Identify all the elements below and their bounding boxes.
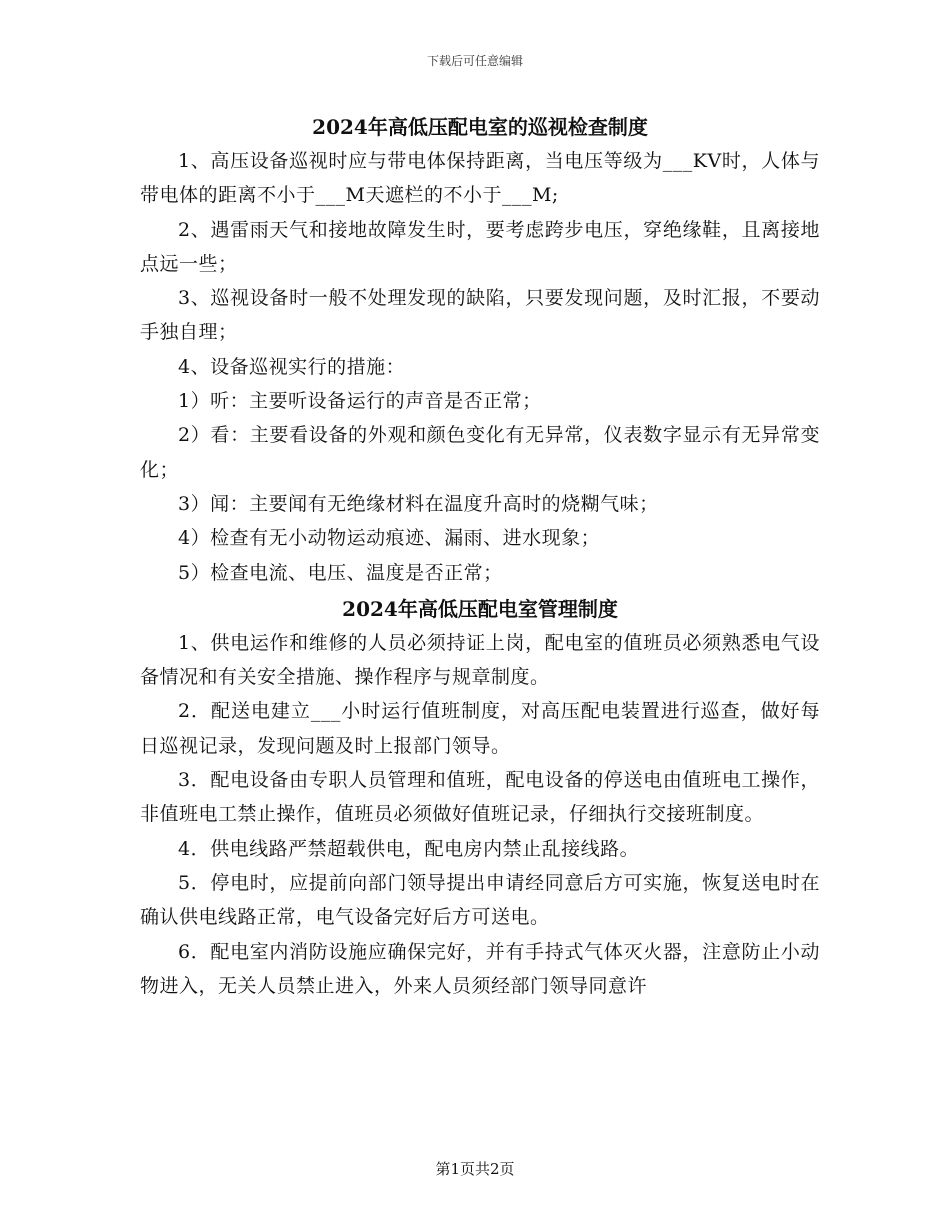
section2-paragraph: 1、供电运作和维修的人员必须持证上岗，配电室的值班员必须熟悉电气设备情况和有关安全措施、操作程序与规章制度。 [140, 631, 820, 689]
section2-title: 2024年高低压配电室管理制度 [342, 596, 618, 621]
section1-paragraph: 4、设备巡视实行的措施： [178, 355, 406, 378]
document-body [140, 110, 820, 1003]
section1-paragraph: 4）检查有无小动物运动痕迹、漏雨、进水现象； [178, 527, 601, 550]
section1-paragraph: 2、遇雷雨天气和接地故障发生时，要考虑跨步电压，穿绝缘鞋，且离接地点远一些； [140, 218, 820, 275]
section1-title: 2024年高低压配电室的巡视检查制度 [312, 115, 648, 139]
page-header-note: 下载后可任意编辑 [426, 54, 523, 68]
section1-paragraph: 1、高压设备巡视时应与带电体保持距离，当电压等级为___KV时，人体与带电体的距离不小于___M天遮栏的不小于___M; [140, 150, 820, 207]
section1-paragraph: 1）听：主要听设备运行的声音是否正常； [178, 390, 542, 413]
section2-paragraph: 3．配电设备由专职人员管理和值班，配电设备的停送电由值班电工操作，非值班电工禁止操作，值班员必须做好值班记录，仔细执行交接班制度。 [140, 769, 820, 826]
section2-paragraph: 6．配电室内消防设施应确保完好，并有手持式气体灭火器，注意防止小动物进入，无关人员禁止进入，外来人员须经部门领导同意许 [140, 940, 820, 997]
section2-paragraph: 2．配送电建立___小时运行值班制度，对高压配电装置进行巡查，做好每日巡视记录，发现问题及时上报部门领导。 [140, 700, 820, 757]
section1-paragraph: 2）看：主要看设备的外观和颜色变化有无异常，仪表数字显示有无异常变化； [140, 424, 820, 481]
section2-paragraph: 5．停电时，应提前向部门领导提出申请经同意后方可实施，恢复送电时在确认供电线路正常，电气设备完好后方可送电。 [140, 871, 820, 929]
section1-paragraph: 3、巡视设备时一般不处理发现的缺陷，只要发现问题，及时汇报，不要动手独自理； [140, 287, 820, 344]
section1-paragraph: 5）检查电流、电压、温度是否正常； [178, 561, 503, 584]
section1-paragraph: 3）闻：主要闻有无绝缘材料在温度升高时的烧糊气味； [178, 492, 659, 515]
page-footer-number: 第1页共2页 [435, 1160, 515, 1178]
section2-paragraph: 4．供电线路严禁超载供电，配电房内禁止乱接线路。 [178, 837, 640, 860]
